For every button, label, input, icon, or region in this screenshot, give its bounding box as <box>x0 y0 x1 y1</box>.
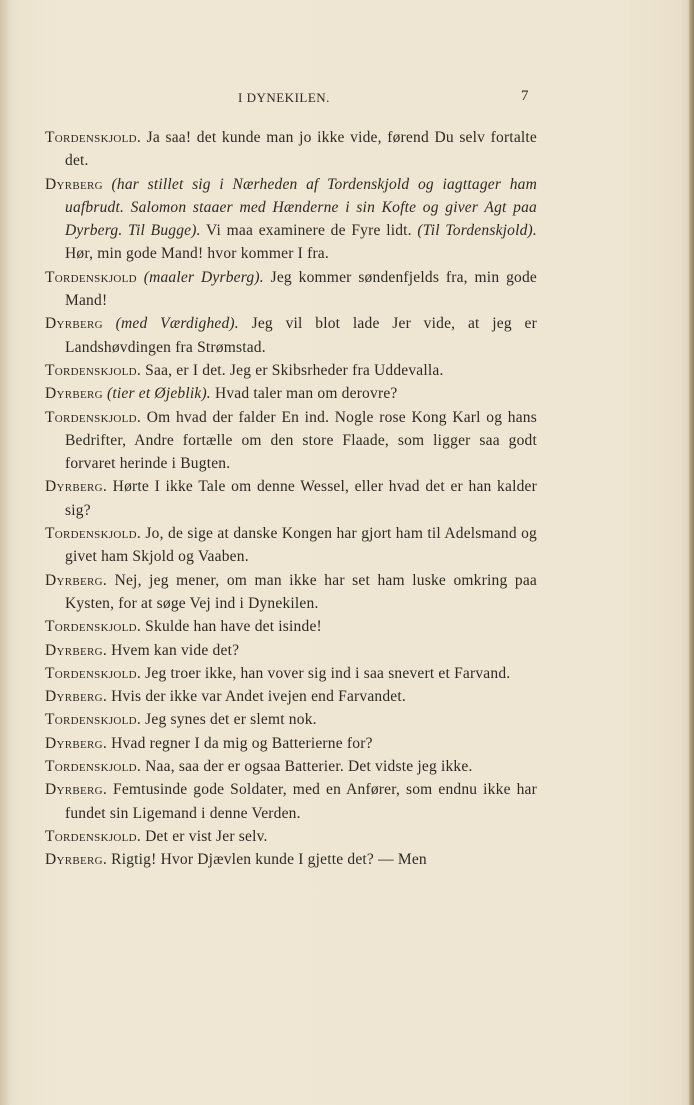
spoken-line: Det er vist Jer selv. <box>141 827 268 845</box>
spoken-line: Om hvad der falder En ind. Nogle rose Kong Karl og hans Bedrifter, Andre fortælle om den store Flaade, som ligger saa godt forvaret herinde i Bugten. <box>65 408 537 473</box>
dialogue-entry <box>45 406 537 476</box>
dialogue-entry <box>45 522 537 569</box>
page-number: 7 <box>521 88 529 104</box>
speaker-name: Dyrberg <box>45 315 103 333</box>
speaker-name: Tordenskjold. <box>45 361 142 379</box>
page-edge <box>688 0 694 1105</box>
spoken-line: Saa, er I det. Jeg er Skibsrheder fra Uddevalla. <box>141 361 444 379</box>
speaker-name: Dyrberg. <box>45 641 108 659</box>
dialogue-entry <box>45 569 537 616</box>
spoken-line: Femtusinde gode Soldater, med en Anfører, som endnu ikke har fundet sin Ligemand i denne Verden. <box>65 781 537 822</box>
spoken-line: Jeg kommer søndenfjelds fra, min gode Mand! <box>65 268 537 310</box>
spoken-line: Hørte I ikke Tale om denne Wessel, eller hvad det er han kalder sig? <box>65 478 537 519</box>
stage-direction: (tier et Øjeblik). <box>102 385 211 403</box>
dialogue-entry <box>45 382 537 405</box>
speaker-name: Tordenskjold. <box>45 129 142 146</box>
dialogue-entry <box>45 685 537 708</box>
stage-direction: (maaler Dyrberg). <box>136 268 264 286</box>
spoken-line: Jeg vil blot lade Jer vide, at jeg er Landshøvdingen fra Strømstad. <box>65 315 537 356</box>
speaker-name: Dyrberg. <box>45 571 108 589</box>
page-spine-shadow <box>0 0 10 1105</box>
dialogue-entry <box>45 126 537 173</box>
speaker-name: Dyrberg. <box>45 851 108 869</box>
dialogue-entry <box>45 475 537 522</box>
stage-direction: (har stillet sig i Nærheden af Tordenskjold og iagttager ham uafbrudt. Salomon staaer med Hænderne i sin Kofte og giver Agt paa Dyrberg. Til Bugge). <box>65 175 537 240</box>
dialogue-entry <box>45 266 537 313</box>
spoken-line: Nej, jeg mener, om man ikke har set ham luske omkring paa Kysten, for at søge Vej ind i Dynekilen. <box>65 571 537 612</box>
speaker-name: Dyrberg <box>45 175 103 193</box>
dialogue-entry <box>45 732 537 755</box>
spoken-line: Rigtig! Hvor Djævlen kunde I gjette det? — Men <box>107 851 427 869</box>
dialogue-entry <box>45 825 537 848</box>
speaker-name: Tordenskjold. <box>45 618 142 636</box>
dialogue-entry <box>45 639 537 662</box>
spoken-line: Naa, saa der er ogsaa Batterier. Det vidste jeg ikke. <box>141 758 473 776</box>
spoken-line: Ja saa! det kunde man jo ikke vide, førend Du selv fortalte det. <box>65 129 537 170</box>
speaker-name: Dyrberg. <box>45 478 108 496</box>
speaker-name: Dyrberg. <box>45 734 108 752</box>
spoken-line: Jo, de sige at danske Kongen har gjort ham til Adelsmand og givet ham Skjold og Vaaben. <box>65 525 537 566</box>
spoken-line: Hvad regner I da mig og Batterierne for? <box>107 734 373 752</box>
spoken-line: Vi maa examinere de Fyre lidt. <box>200 222 418 240</box>
spoken-line: Hvem kan vide det? <box>107 641 240 659</box>
spoken-line: Hør, min gode Mand! hvor kommer I fra. <box>65 245 329 263</box>
speaker-name: Tordenskjold. <box>45 525 142 543</box>
dialogue-entry <box>45 312 537 359</box>
spoken-line: Jeg synes det er slemt nok. <box>141 711 317 729</box>
dialogue-entry <box>45 755 537 778</box>
dialogue-entry <box>45 662 537 685</box>
speaker-name: Tordenskjold <box>45 268 137 286</box>
dialogue-entry <box>45 615 537 638</box>
speaker-name: Tordenskjold. <box>45 664 142 682</box>
speaker-name: Dyrberg. <box>45 781 108 799</box>
stage-direction: (Til Tordenskjold). <box>417 222 537 240</box>
dialogue-entry <box>45 708 537 731</box>
dialogue-entry <box>45 359 537 382</box>
dialogue-entry <box>45 778 537 825</box>
speaker-name: Tordenskjold. <box>45 827 142 845</box>
dialogue-entry <box>45 848 537 871</box>
speaker-name: Tordenskjold. <box>45 408 142 426</box>
spoken-line: Jeg troer ikke, han vover sig ind i saa snevert et Farvand. <box>141 664 511 682</box>
speaker-name: Tordenskjold. <box>45 711 142 729</box>
speaker-name: Dyrberg. <box>45 688 108 706</box>
speaker-name: Dyrberg <box>45 385 103 403</box>
dialogue-text <box>45 126 537 872</box>
running-title: I DYNEKILEN. <box>238 90 330 105</box>
spoken-line: Hvis der ikke var Andet ivejen end Farvandet. <box>107 688 406 706</box>
spoken-line: Hvad taler man om derovre? <box>210 385 398 403</box>
spoken-line: Skulde han have det isinde! <box>141 618 322 636</box>
stage-direction: (med Værdighed). <box>102 315 239 333</box>
dialogue-entry <box>45 173 537 266</box>
page-header <box>0 88 694 112</box>
speaker-name: Tordenskjold. <box>45 758 142 776</box>
